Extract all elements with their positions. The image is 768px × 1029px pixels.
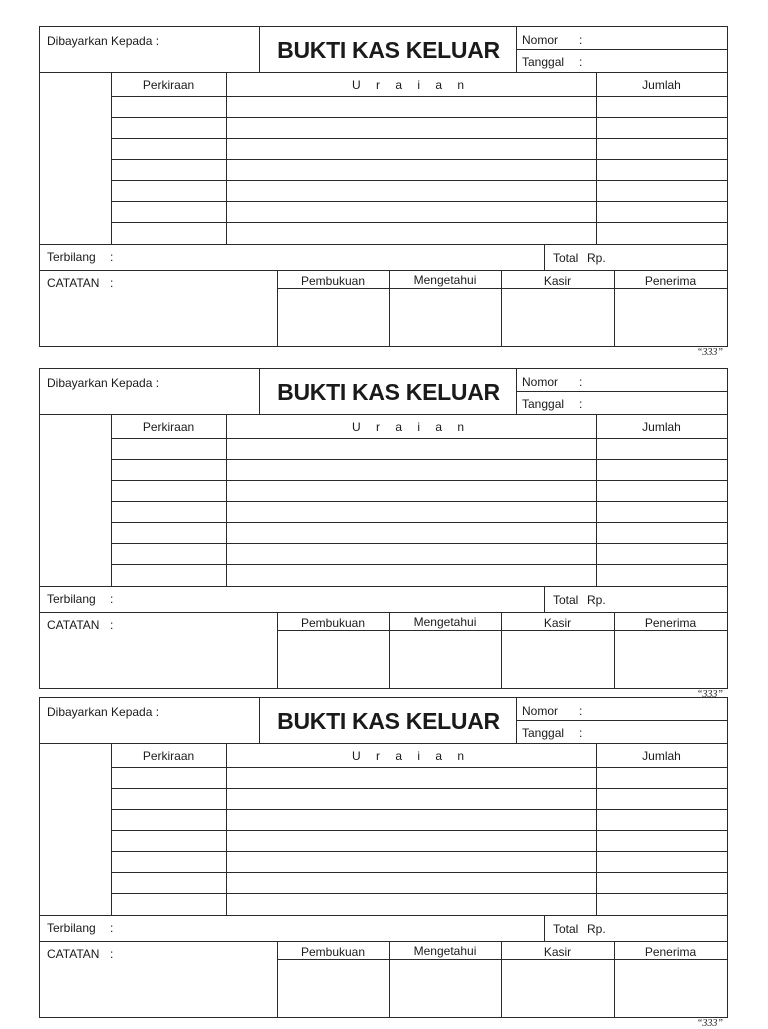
amount-in-words-colon: :: [110, 250, 114, 264]
table-row-line: [111, 809, 727, 810]
table-row-line: [111, 159, 727, 160]
date-colon: :: [579, 397, 583, 411]
amount-in-words-colon: :: [110, 921, 114, 935]
paid-to-label: Dibayarkan Kepada :: [47, 34, 160, 48]
date-label: Tanggal: [522, 397, 565, 411]
number-colon: :: [579, 375, 583, 389]
table-row-line: [111, 851, 727, 852]
table-divider: [226, 72, 227, 244]
signature-acknowledged-label: Mengetahui: [413, 615, 477, 629]
table-divider: [111, 72, 112, 244]
header-divider: [259, 697, 260, 743]
amount-in-words-label: Terbilang: [47, 250, 96, 264]
table-divider: [596, 72, 597, 244]
voucher: [0, 342, 768, 700]
table-row-line: [111, 138, 727, 139]
table-bottom-line: [39, 915, 727, 916]
form-code: “333”: [696, 347, 723, 358]
table-row-line: [111, 564, 727, 565]
table-row-line: [111, 543, 727, 544]
table-row-line: [111, 501, 727, 502]
voucher-title: BUKTI KAS KELUAR: [277, 708, 500, 734]
total-divider: [544, 915, 545, 941]
total-label: Total: [553, 251, 579, 265]
notes-label: CATATAN: [47, 276, 100, 290]
notes-top-line: [39, 612, 727, 613]
date-colon: :: [579, 55, 583, 69]
notes-colon: :: [110, 947, 114, 961]
signature-receiver-label: Penerima: [644, 945, 697, 959]
table-row-line: [111, 180, 727, 181]
currency-label: Rp.: [587, 593, 606, 607]
signature-cashier-label: Kasir: [543, 945, 572, 959]
table-divider: [226, 743, 227, 915]
number-colon: :: [579, 704, 583, 718]
column-header-amount: Jumlah: [642, 749, 681, 763]
table-row-line: [111, 459, 727, 460]
signature-cashier-label: Kasir: [543, 616, 572, 630]
signature-header-line: [277, 288, 727, 289]
table-row-line: [111, 201, 727, 202]
voucher-title: BUKTI KAS KELUAR: [277, 379, 500, 405]
table-divider: [111, 743, 112, 915]
column-header-amount: Jumlah: [642, 420, 681, 434]
notes-label: CATATAN: [47, 618, 100, 632]
header-divider: [259, 368, 260, 414]
form-code: “333”: [696, 1018, 723, 1029]
number-label: Nomor: [522, 704, 559, 718]
table-bottom-line: [39, 244, 727, 245]
paid-to-label: Dibayarkan Kepada :: [47, 376, 160, 390]
table-row-line: [111, 788, 727, 789]
signature-receiver-label: Penerima: [644, 274, 697, 288]
table-bottom-line: [39, 586, 727, 587]
signature-acknowledged-label: Mengetahui: [413, 273, 477, 287]
number-label: Nomor: [522, 375, 559, 389]
voucher: [0, 671, 768, 1029]
table-divider: [226, 414, 227, 586]
table-row-line: [111, 893, 727, 894]
voucher-title: BUKTI KAS KELUAR: [277, 37, 500, 63]
amount-in-words-colon: :: [110, 592, 114, 606]
header-bottom-line: [39, 743, 727, 744]
signature-bookkeeping-label: Pembukuan: [300, 616, 366, 630]
date-label: Tanggal: [522, 55, 565, 69]
table-divider: [596, 743, 597, 915]
table-divider: [596, 414, 597, 586]
signature-bookkeeping-label: Pembukuan: [300, 945, 366, 959]
column-header-amount: Jumlah: [642, 78, 681, 92]
paid-to-label: Dibayarkan Kepada :: [47, 705, 160, 719]
table-row-line: [111, 222, 727, 223]
voucher-border: [39, 368, 728, 689]
signature-acknowledged-label: Mengetahui: [413, 944, 477, 958]
total-divider: [544, 244, 545, 270]
number-colon: :: [579, 33, 583, 47]
column-header-account: Perkiraan: [142, 749, 195, 763]
number-label: Nomor: [522, 33, 559, 47]
header-divider: [516, 49, 727, 50]
table-row-line: [111, 522, 727, 523]
table-divider: [111, 414, 112, 586]
notes-label: CATATAN: [47, 947, 100, 961]
voucher: [0, 0, 768, 358]
column-header-account: Perkiraan: [142, 78, 195, 92]
header-bottom-line: [39, 414, 727, 415]
header-divider: [516, 720, 727, 721]
signature-header-line: [277, 630, 727, 631]
currency-label: Rp.: [587, 922, 606, 936]
signature-bookkeeping-label: Pembukuan: [300, 274, 366, 288]
signature-cashier-label: Kasir: [543, 274, 572, 288]
total-label: Total: [553, 922, 579, 936]
voucher-border: [39, 26, 728, 347]
column-header-description: U r a i a n: [351, 749, 471, 763]
column-header-description: U r a i a n: [351, 78, 471, 92]
table-row-line: [111, 117, 727, 118]
signature-receiver-label: Penerima: [644, 616, 697, 630]
header-bottom-line: [39, 72, 727, 73]
amount-in-words-label: Terbilang: [47, 921, 96, 935]
form-code: “333”: [696, 689, 723, 700]
table-row-line: [111, 438, 727, 439]
table-row-line: [111, 767, 727, 768]
notes-colon: :: [110, 618, 114, 632]
voucher-border: [39, 697, 728, 1018]
table-row-line: [111, 872, 727, 873]
signature-header-line: [277, 959, 727, 960]
date-colon: :: [579, 726, 583, 740]
date-label: Tanggal: [522, 726, 565, 740]
table-row-line: [111, 96, 727, 97]
amount-in-words-label: Terbilang: [47, 592, 96, 606]
notes-colon: :: [110, 276, 114, 290]
notes-top-line: [39, 941, 727, 942]
header-divider: [516, 391, 727, 392]
total-label: Total: [553, 593, 579, 607]
header-divider: [259, 26, 260, 72]
total-divider: [544, 586, 545, 612]
table-row-line: [111, 830, 727, 831]
column-header-description: U r a i a n: [351, 420, 471, 434]
column-header-account: Perkiraan: [142, 420, 195, 434]
currency-label: Rp.: [587, 251, 606, 265]
table-row-line: [111, 480, 727, 481]
notes-top-line: [39, 270, 727, 271]
